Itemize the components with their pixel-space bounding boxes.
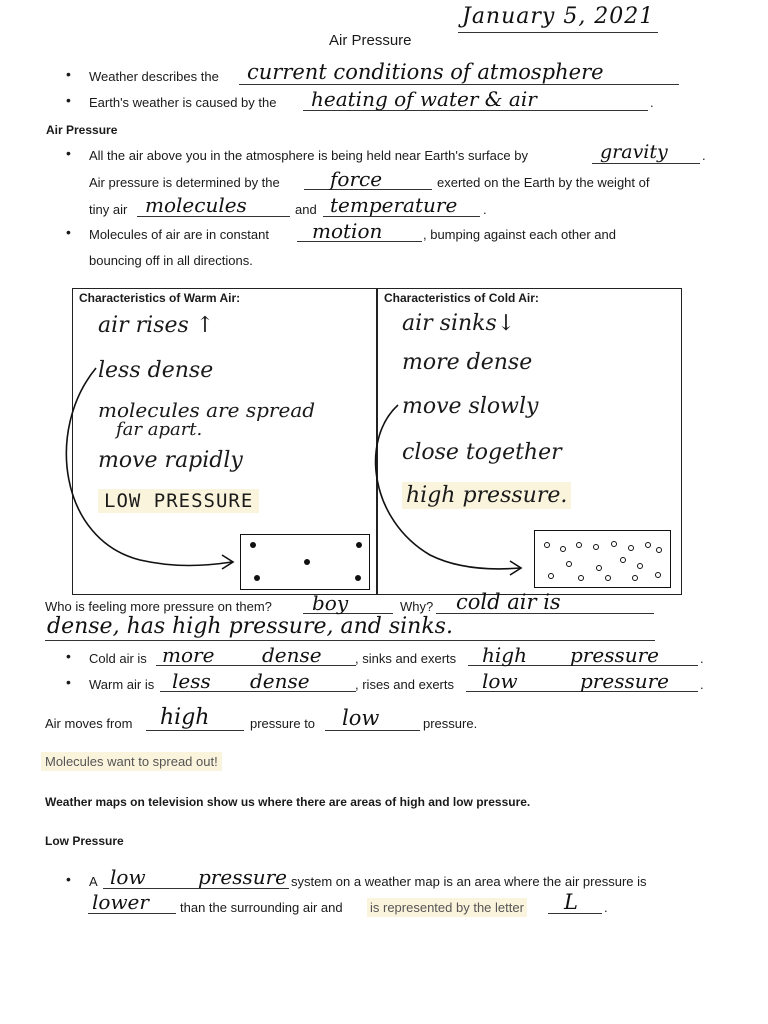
cold-suffix: . (700, 651, 704, 666)
lp-l1-a2: pressure (198, 865, 288, 889)
bullet-dot: • (66, 871, 71, 887)
molecule-dot (611, 541, 617, 547)
bullet-dot: • (66, 674, 71, 690)
q1-answer: boy (312, 591, 349, 615)
ap-p4-answer: motion (312, 219, 383, 243)
molecule-dot (645, 542, 651, 548)
molecule-dot (628, 545, 634, 551)
ap-p2-suffix: exerted on the Earth by the weight of (437, 175, 650, 190)
intro-b1-prefix: Weather describes the (89, 69, 219, 84)
warm-item-2: less dense (98, 358, 214, 383)
molecule-dot (544, 542, 550, 548)
cold-item-4: close together (402, 440, 562, 465)
molecule-dot (304, 559, 310, 565)
lp-l2-suffix: . (604, 900, 608, 915)
warm-a2: dense (250, 669, 310, 693)
moves-prefix: Air moves from (45, 716, 133, 731)
molecule-dot (576, 542, 582, 548)
bullet-dot: • (66, 145, 71, 161)
warm-a4: pressure (580, 669, 670, 693)
warm-item-3: molecules are spread (98, 398, 316, 422)
cold-item-5: high pressure. (402, 482, 571, 509)
q1-prefix: Who is feeling more pressure on them? (45, 599, 272, 614)
molecule-dot (596, 565, 602, 571)
ap-p1-prefix: All the air above you in the atmosphere is being held near Earth's surface by (89, 148, 528, 163)
ap-p3-answer1: molecules (145, 193, 247, 217)
cold-mid: , sinks and exerts (355, 651, 457, 666)
bullet-dot: • (66, 648, 71, 664)
q1-why-answer: cold air is (456, 590, 561, 614)
intro-b1-answer: current conditions of atmosphere (247, 60, 604, 84)
warm-a1: less (172, 669, 211, 693)
lp-l1-prefix: A (89, 874, 98, 889)
molecule-dot (620, 557, 626, 563)
ap-p1-suffix: . (702, 148, 706, 163)
molecule-dot (548, 573, 554, 579)
lp-l2-a2: L (564, 890, 578, 914)
ap-p4-prefix: Molecules of air are in constant (89, 227, 269, 242)
cold-air-title: Characteristics of Cold Air: (384, 291, 539, 305)
moves-blank2 (325, 730, 420, 731)
ap-p3-prefix: tiny air (89, 202, 128, 217)
ap-p5: bouncing off in all directions. (89, 253, 253, 268)
cold-a4: pressure (570, 643, 660, 667)
moves-mid: pressure to (250, 716, 316, 731)
q1-why-answer2: dense, has high pressure, and sinks. (47, 614, 453, 639)
ap-p2-answer: force (330, 167, 383, 191)
molecule-dot (356, 542, 362, 548)
ap-p2-prefix: Air pressure is determined by the (89, 175, 280, 190)
molecule-dot (254, 575, 260, 581)
cold-item-2: more dense (402, 350, 533, 375)
lp-l1-suffix: system on a weather map is an area where the air pressure is (291, 874, 647, 889)
molecule-dot (632, 575, 638, 581)
molecule-dot (656, 547, 662, 553)
intro-b2-suffix: . (650, 95, 654, 110)
warm-prefix: Warm air is (89, 677, 155, 692)
q1-why: Why? (400, 599, 434, 614)
warm-suffix: . (700, 677, 704, 692)
ap-p4-suffix: , bumping against each other and (423, 227, 616, 242)
moves-a2: low (342, 706, 380, 730)
ap-p3-suffix: . (483, 202, 487, 217)
section-heading-air-pressure: Air Pressure (46, 123, 118, 137)
cold-a2: dense (262, 643, 322, 667)
date-handwritten: January 5, 2021 (462, 4, 655, 29)
moves-a1: high (160, 705, 210, 730)
warm-air-title: Characteristics of Warm Air: (79, 291, 241, 305)
page-title: Air Pressure (329, 32, 412, 49)
molecule-dot (566, 561, 572, 567)
intro-b2-answer: heating of water & air (311, 87, 537, 111)
ap-p3-mid: and (295, 202, 317, 217)
molecule-dot (355, 575, 361, 581)
intro-b2-prefix: Earth's weather is caused by the (89, 95, 277, 110)
warm-mid: , rises and exerts (355, 677, 454, 692)
bullet-dot: • (66, 224, 71, 240)
cold-prefix: Cold air is (89, 651, 147, 666)
moves-suffix: pressure. (423, 716, 478, 731)
lp-l1-a1: low (110, 865, 146, 889)
bullet-dot: • (66, 66, 71, 82)
warm-item-1: air rises ↑ (98, 313, 215, 338)
molecule-dot (605, 575, 611, 581)
warm-item-4: move rapidly (98, 448, 243, 473)
ap-p1-answer: gravity (600, 141, 668, 163)
section-heading-low-pressure: Low Pressure (45, 834, 124, 848)
note-highlighted: Molecules want to spread out! (41, 752, 222, 771)
cold-a3: high (482, 643, 527, 667)
bullet-dot: • (66, 92, 71, 108)
warm-item-3b: far apart. (116, 419, 203, 440)
cold-molecules-box (534, 530, 671, 588)
cold-item-1: air sinks↓ (402, 311, 516, 336)
moves-blank1 (146, 730, 244, 731)
lp-l2-mid: than the surrounding air and (180, 900, 343, 915)
maps-statement: Weather maps on television show us where there are areas of high and low pressure. (45, 795, 531, 809)
cold-item-3: move slowly (402, 394, 539, 419)
lp-l2-a1: lower (92, 890, 149, 914)
warm-a3: low (482, 669, 518, 693)
q1-why-blank2 (45, 640, 655, 641)
molecule-dot (560, 546, 566, 552)
molecule-dot (578, 575, 584, 581)
molecule-dot (655, 572, 661, 578)
molecule-dot (593, 544, 599, 550)
cold-a1: more (162, 643, 215, 667)
lp-l2-highlight: is represented by the letter (367, 898, 527, 917)
warm-item-5: LOW PRESSURE (98, 489, 259, 513)
molecule-dot (637, 563, 643, 569)
ap-p3-answer2: temperature (330, 193, 458, 217)
molecule-dot (250, 542, 256, 548)
